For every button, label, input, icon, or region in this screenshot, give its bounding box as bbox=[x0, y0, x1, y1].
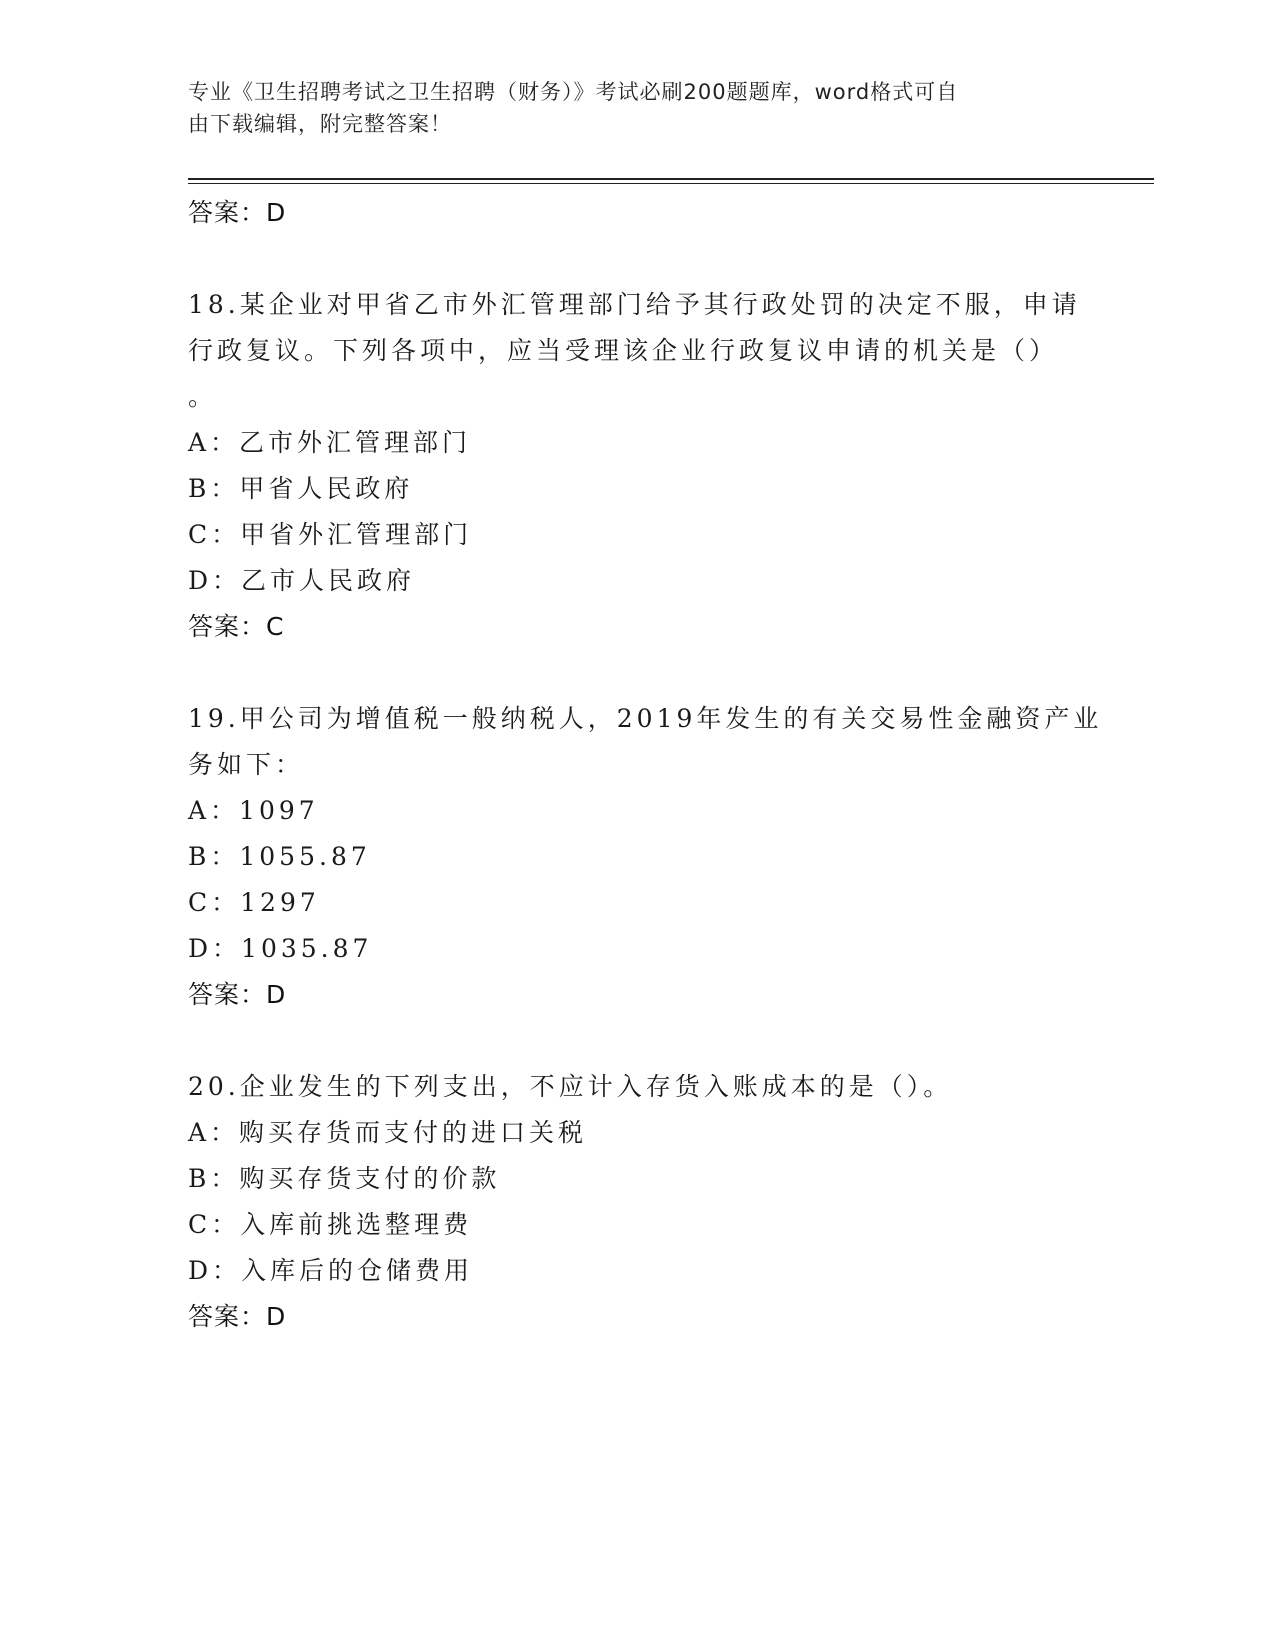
question-stem bbox=[188, 1064, 1088, 1110]
option-a: A：乙市外汇管理部门 bbox=[188, 428, 472, 457]
spacer bbox=[188, 1018, 1088, 1064]
answer: 答案：D bbox=[188, 980, 287, 1009]
answer-prev: 答案：D bbox=[188, 198, 287, 227]
stem-line: 18.某企业对甲省乙市外汇管理部门给予其行政处罚的决定不服，申请 bbox=[188, 290, 1081, 319]
question-stem bbox=[188, 282, 1088, 420]
question-stem bbox=[188, 696, 1103, 788]
header-divider bbox=[188, 178, 1154, 184]
option-c: C：1297 bbox=[188, 888, 320, 917]
spacer bbox=[188, 650, 1088, 696]
spacer bbox=[188, 236, 1088, 282]
header-line-1: 专业《卫生招聘考试之卫生招聘（财务）》考试必刷200题题库，word格式可自 bbox=[188, 80, 959, 104]
option-b: B：甲省人民政府 bbox=[188, 474, 414, 503]
question-19 bbox=[188, 696, 1103, 1018]
option-b: B：1055.87 bbox=[188, 842, 371, 871]
stem-line: 20.企业发生的下列支出，不应计入存货入账成本的是（）。 bbox=[188, 1072, 953, 1101]
stem-line: 行政复议。下列各项中，应当受理该企业行政复议申请的机关是（） bbox=[188, 336, 1059, 365]
question-list bbox=[188, 190, 1103, 1340]
stem-line: 务如下： bbox=[188, 750, 305, 779]
question-20 bbox=[188, 1064, 1088, 1340]
option-b: B：购买存货支付的价款 bbox=[188, 1164, 501, 1193]
option-a: A：1097 bbox=[188, 796, 319, 825]
option-c: C：甲省外汇管理部门 bbox=[188, 520, 473, 549]
option-d: D：入库后的仓储费用 bbox=[188, 1256, 474, 1285]
answer: 答案：D bbox=[188, 1302, 287, 1331]
option-d: D：乙市人民政府 bbox=[188, 566, 416, 595]
answer: 答案：C bbox=[188, 612, 285, 641]
stem-line: 。 bbox=[188, 382, 218, 411]
stem-line: 19.甲公司为增值税一般纳税人，2019年发生的有关交易性金融资产业 bbox=[188, 704, 1103, 733]
option-a: A：购买存货而支付的进口关税 bbox=[188, 1118, 588, 1147]
header-line-2: 由下载编辑，附完整答案！ bbox=[188, 112, 452, 136]
question-18 bbox=[188, 282, 1088, 650]
option-d: D：1035.87 bbox=[188, 934, 373, 963]
option-c: C：入库前挑选整理费 bbox=[188, 1210, 473, 1239]
page-header bbox=[188, 76, 1068, 140]
